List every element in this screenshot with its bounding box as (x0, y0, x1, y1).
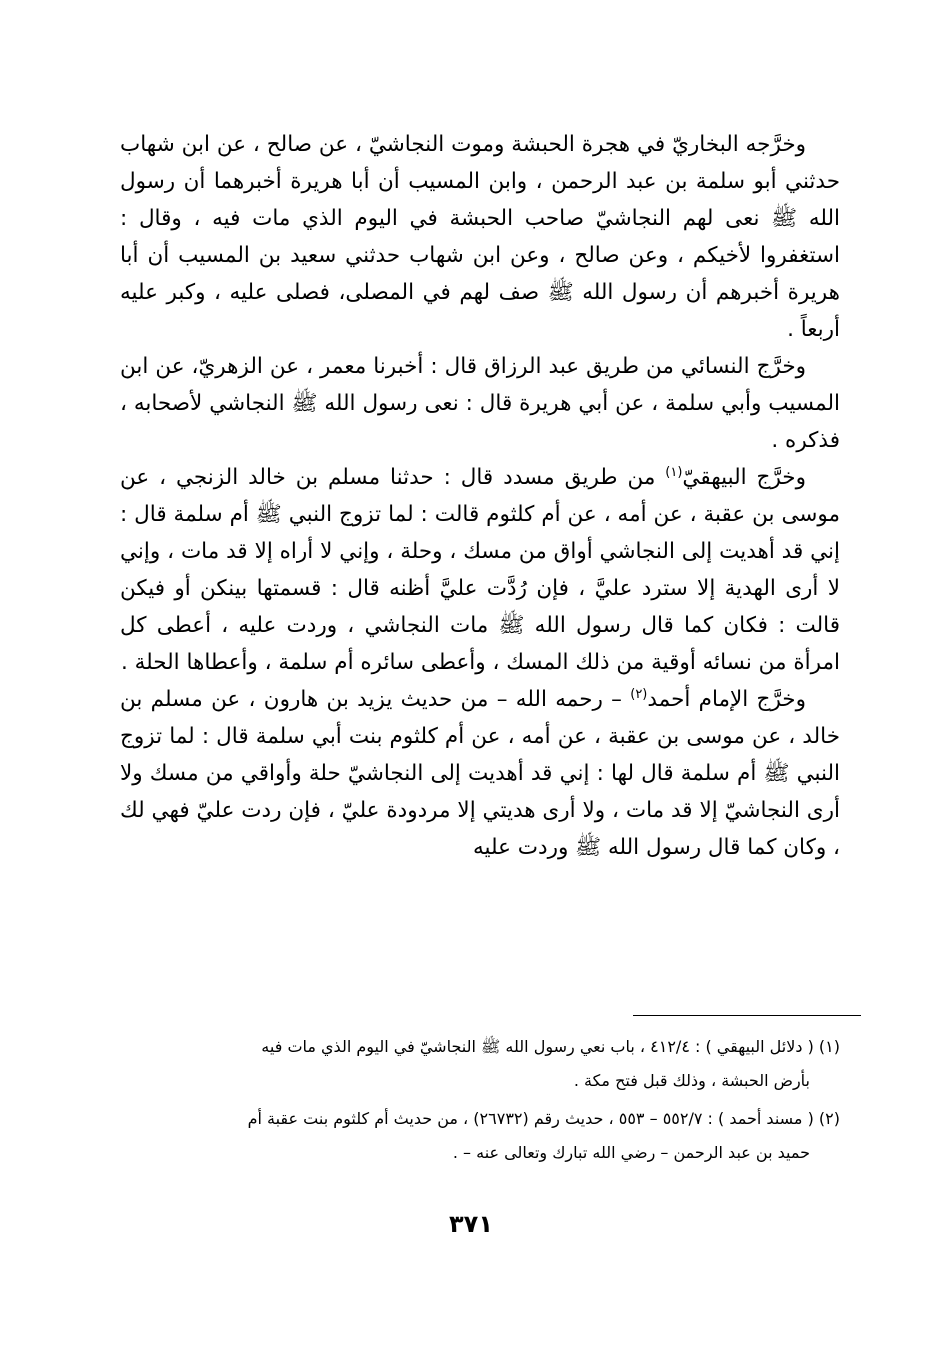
footnote-1 (120, 1030, 840, 1098)
footnote-1-line2: بأرض الحبشة ، وذلك قبل فتح مكة . (573, 1071, 810, 1090)
paragraph-bayhaqi (120, 459, 840, 681)
paragraph-bayhaqi-text: من طريق مسدد قال : حدثنا مسلم بن خالد الزنجي ، عن موسى بن عقبة ، عن أمه ، عن أم كلثوم قالت : لما تزوج النبي ﷺ أم سلمة قال : إني قد أهديت إلى النجاشي أواق من مسك ، وحلة ، وإني لا أراه إلا قد مات ، وإني لا أرى الهدية إلا سترد عليَّ ، فإن رُدَّت عليَّ أظنه قال : قسمتها بينكن أو فيكن قالت : فكان كما قال رسول الله ﷺ مات النجاشي ، وردت عليه ، أعطى كل امرأة من نسائه أوقية من ذلك المسك ، وأعطى سائره أم سلمة ، وأعطاها الحلة . (120, 465, 840, 675)
paragraph-ahmad (120, 681, 840, 866)
footnote-1-line1: ( دلائل البيهقي ) : ٤١٢/٤ ، باب نعي رسول الله ﷺ النجاشيّ في اليوم الذي مات فيه (261, 1037, 814, 1056)
footnote-2-marker: (٢) (818, 1109, 840, 1128)
paragraph-ahmad-lead: وخرَّج الإمام أحمد (647, 687, 806, 712)
footnote-1-marker: (١) (818, 1037, 840, 1056)
footnote-2-line2: حميد بن عبد الرحمن – رضي الله تبارك وتعالى عنه – . (452, 1143, 810, 1162)
paragraph-bukhari: وخرَّجه البخاريّ في هجرة الحبشة وموت النجاشيّ ، عن صالح ، عن ابن شهاب حدثني أبو سلمة بن عبد الرحمن ، وابن المسيب أن أبا هريرة أخبرهما أن رسول الله ﷺ نعى لهم النجاشيّ صاحب الحبشة في اليوم الذي مات فيه ، وقال : استغفروا لأخيكم ، وعن صالح ، وعن ابن شهاب حدثني سعيد بن المسيب أن أبا هريرة أخبرهم أن رسول الله ﷺ صف لهم في المصلى، فصلى عليه ، وكبر عليه أربعاً . (120, 132, 840, 342)
footnote-ref-2: (٢) (630, 686, 648, 702)
page-body (120, 126, 840, 866)
paragraph-bayhaqi-lead: وخرَّج البيهقيّ (682, 465, 806, 490)
paragraph-ahmad-text: – رحمه الله – من حديث يزيد بن هارون ، عن مسلم بن خالد ، عن موسى بن عقبة ، عن أمه ، عن أم كلثوم بنت أبي سلمة قال : لما تزوج النبي ﷺ أم سلمة قال لها : إني قد أهديت إلى النجاشيّ حلة وأواقي من مسك ولا أرى النجاشيّ إلا قد مات ، ولا أرى هديتي إلا مردودة عليّ ، فإن ردت عليّ فهي لك ، وكان كما قال رسول الله ﷺ وردت عليه (120, 687, 840, 860)
page-number: ٣٧١ (449, 1210, 493, 1238)
main-text (120, 126, 840, 866)
footnotes (120, 1030, 840, 1174)
footnote-separator (633, 1015, 861, 1016)
footnote-2 (120, 1102, 840, 1170)
footnote-ref-1: (١) (665, 464, 683, 480)
footnote-2-line1: ( مسند أحمد ) : ٥٥٢/٧ – ٥٥٣ ، حديث رقم (٢٦٧٣٢) ، من حديث أم كلثوم بنت عقبة أم (247, 1109, 814, 1128)
paragraph-nasai: وخرَّج النسائي من طريق عبد الرزاق قال : أخبرنا معمر ، عن الزهريّ، عن ابن المسيب وأبي سلمة ، عن أبي هريرة قال : نعى رسول الله ﷺ النجاشي لأصحابه ، فذكره . (120, 354, 840, 453)
